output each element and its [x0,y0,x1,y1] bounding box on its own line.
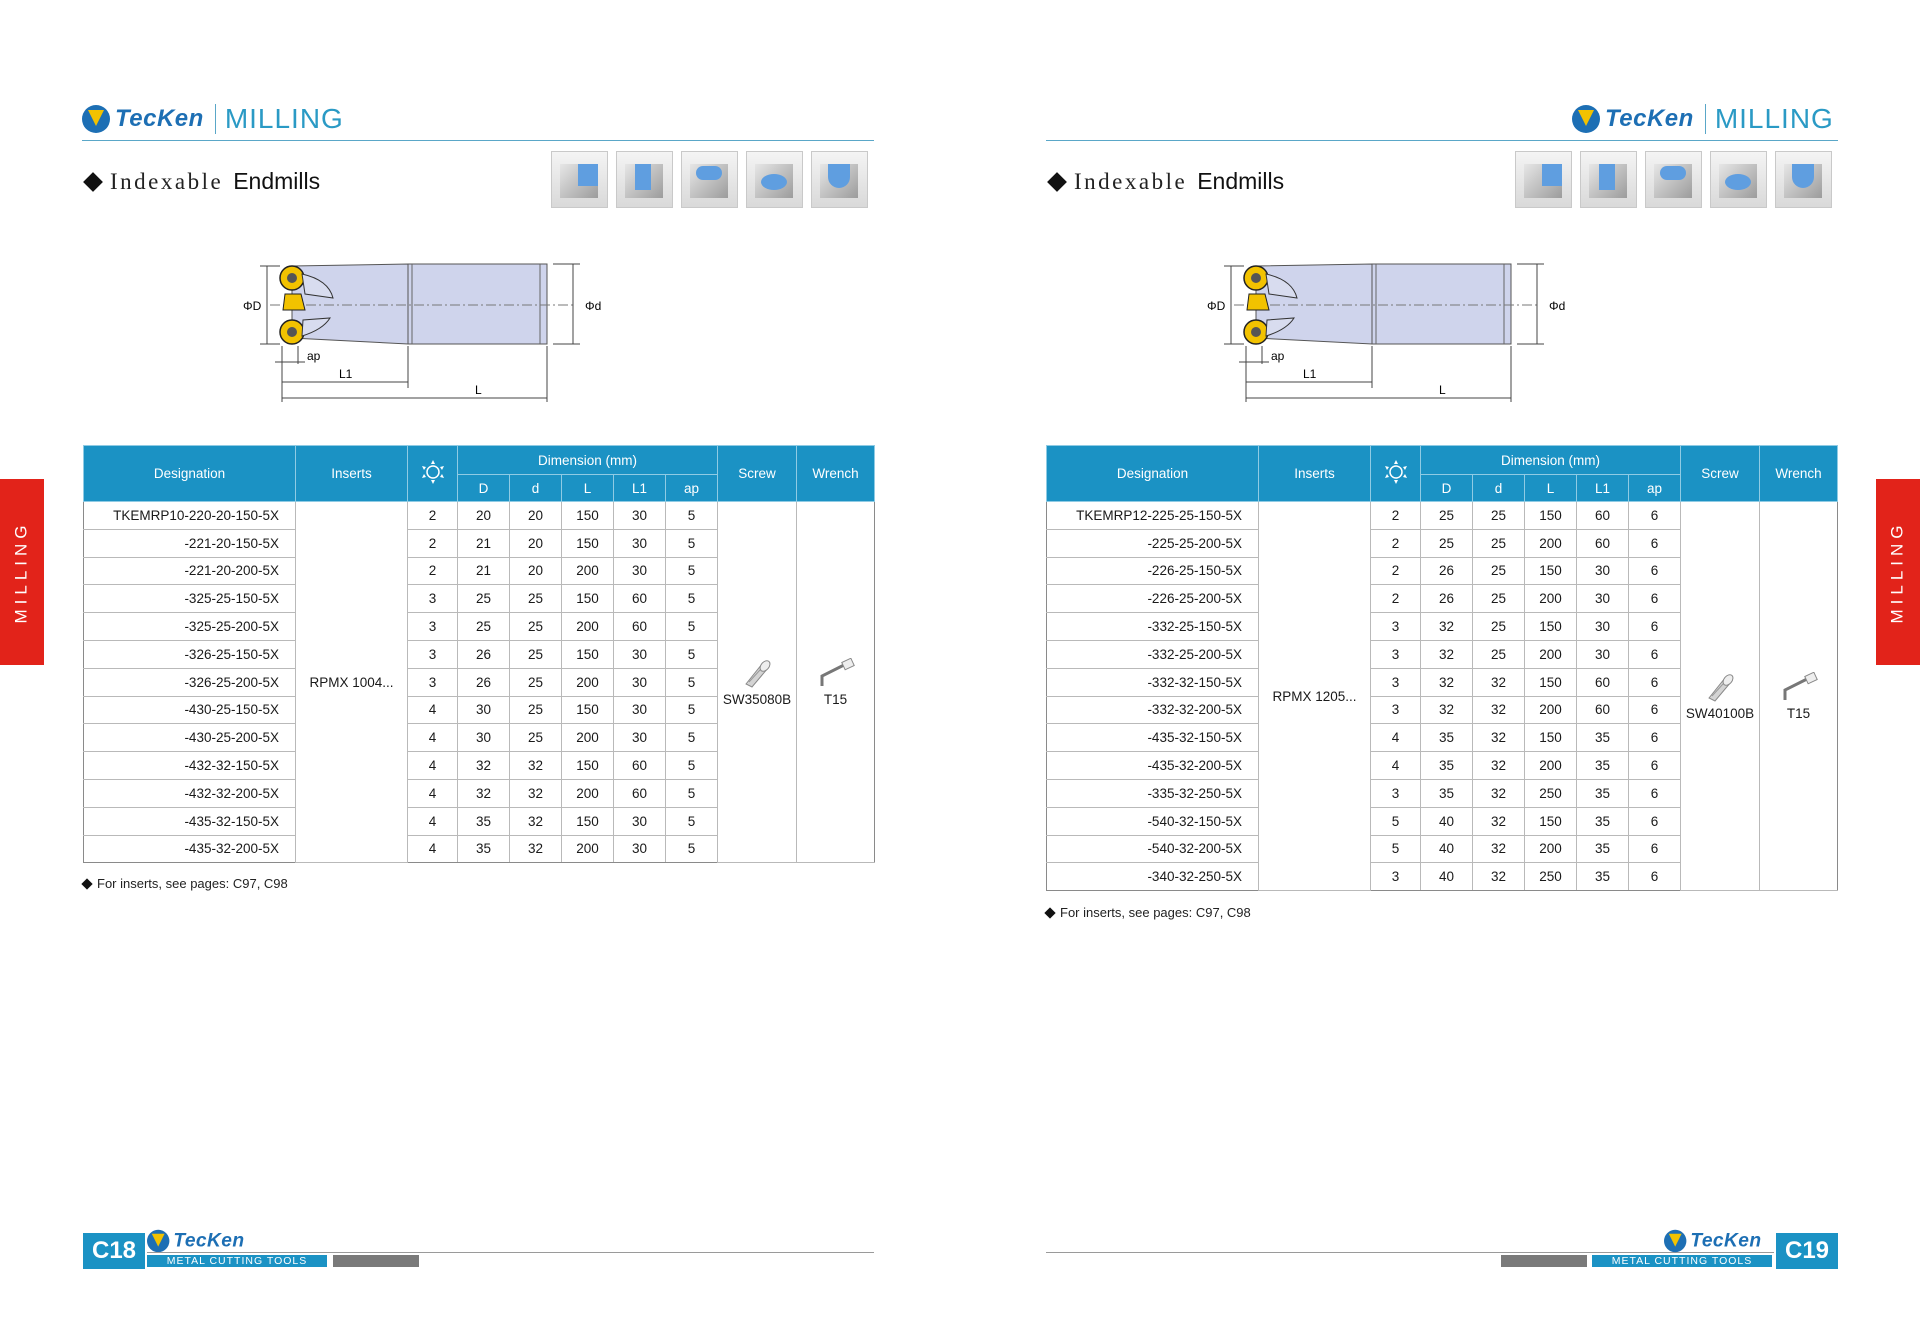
teeth-cell: 4 [408,752,458,780]
catalog-page-right [960,0,1920,1336]
header-screw: Screw [718,446,797,502]
dim-L-cell: 200 [562,779,614,807]
designation-cell: -332-25-200-5X [1047,640,1259,668]
teeth-cell: 3 [1371,668,1421,696]
designation-cell: -332-32-200-5X [1047,696,1259,724]
dim-d-cell: 32 [510,752,562,780]
designation-cell: -325-25-200-5X [84,613,296,641]
dim-ap-cell: 6 [1629,585,1681,613]
dim-L-cell: 150 [1525,613,1577,641]
dim-L-cell: 200 [1525,640,1577,668]
dim-d-cell: 25 [1473,585,1525,613]
dim-label-ap: ap [1271,349,1285,363]
header-teeth [1371,446,1421,502]
brand-logo-icon [147,1230,169,1252]
brand-logo [82,98,344,140]
dim-d-cell: 25 [1473,613,1525,641]
wrench-cell [1760,502,1838,891]
header-rule [1046,140,1838,141]
dim-L-cell: 150 [562,529,614,557]
designation-cell: -221-20-150-5X [84,529,296,557]
brand-name: TecKen [1605,105,1694,132]
dim-D-cell: 32 [1421,696,1473,724]
designation-cell: -540-32-200-5X [1047,835,1259,863]
designation-cell: -326-25-150-5X [84,640,296,668]
dim-ap-cell: 5 [666,668,718,696]
dim-ap-cell: 5 [666,585,718,613]
dim-L-cell: 150 [1525,502,1577,530]
dim-D-cell: 32 [1421,613,1473,641]
designation-cell: -326-25-200-5X [84,668,296,696]
teeth-cell: 3 [408,640,458,668]
designation-cell: -435-32-200-5X [1047,752,1259,780]
brand-name: TecKen [115,105,204,132]
dim-ap-cell: 6 [1629,668,1681,696]
dim-label-L: L [475,383,482,397]
wrench-code: T15 [1786,705,1811,721]
dim-D-cell: 20 [458,502,510,530]
dim-label-D: ΦD [1207,299,1226,313]
teeth-cell: 4 [408,835,458,863]
dim-d-cell: 32 [510,835,562,863]
dim-L1-cell: 30 [614,502,666,530]
dim-L1-cell: 60 [614,613,666,641]
dim-d-cell: 32 [510,779,562,807]
dim-L1-cell: 30 [1577,585,1629,613]
dim-d-cell: 25 [1473,640,1525,668]
dim-d-cell: 25 [510,640,562,668]
dim-d-cell: 32 [1473,779,1525,807]
side-tab-milling: MILLING [0,479,44,665]
dim-d-cell: 32 [1473,835,1525,863]
section-name: MILLING [1714,103,1834,134]
dim-D-cell: 25 [1421,529,1473,557]
dim-D-cell: 26 [1421,585,1473,613]
dim-D-cell: 25 [1421,502,1473,530]
dim-L1-cell: 30 [1577,557,1629,585]
dim-ap-cell: 5 [666,696,718,724]
teeth-count-icon [420,459,446,485]
teeth-cell: 2 [408,557,458,585]
dim-d-cell: 32 [510,807,562,835]
page-number: C19 [1776,1233,1838,1269]
header-L: L [562,475,614,502]
dim-label-ap: ap [307,349,321,363]
dim-L-cell: 200 [1525,585,1577,613]
teeth-cell: 5 [1371,807,1421,835]
screw-icon [1703,672,1737,702]
dim-L-cell: 150 [562,640,614,668]
dim-L1-cell: 30 [614,724,666,752]
dim-ap-cell: 5 [666,724,718,752]
dim-ap-cell: 6 [1629,863,1681,891]
brand-logo [1572,98,1834,140]
dim-D-cell: 26 [458,668,510,696]
designation-cell: TKEMRP12-225-25-150-5X [1047,502,1259,530]
designation-cell: -335-32-250-5X [1047,779,1259,807]
dim-d-cell: 32 [1473,807,1525,835]
teeth-cell: 4 [408,724,458,752]
dim-ap-cell: 5 [666,752,718,780]
dim-L1-cell: 60 [1577,696,1629,724]
slot-milling-icon [616,151,673,208]
footer-band: METAL CUTTING TOOLS [147,1255,327,1267]
page-number: C18 [83,1233,145,1269]
dim-L1-cell: 30 [614,807,666,835]
teeth-cell: 4 [1371,724,1421,752]
dim-D-cell: 26 [1421,557,1473,585]
dim-L1-cell: 60 [1577,529,1629,557]
dim-ap-cell: 6 [1629,835,1681,863]
dim-ap-cell: 6 [1629,724,1681,752]
header-L1: L1 [1577,475,1629,502]
teeth-cell: 3 [1371,779,1421,807]
dim-d-cell: 20 [510,557,562,585]
teeth-cell: 3 [1371,696,1421,724]
designation-cell: -340-32-250-5X [1047,863,1259,891]
dim-D-cell: 25 [458,613,510,641]
screw-code: SW40100B [1685,705,1755,721]
dim-ap-cell: 5 [666,529,718,557]
designation-cell: -540-32-150-5X [1047,807,1259,835]
designation-cell: -332-32-150-5X [1047,668,1259,696]
teeth-cell: 2 [1371,502,1421,530]
dim-ap-cell: 6 [1629,529,1681,557]
page-header [1572,98,1834,140]
dim-D-cell: 35 [1421,752,1473,780]
dim-d-cell: 25 [510,585,562,613]
dim-L-cell: 150 [1525,724,1577,752]
dim-L1-cell: 35 [1577,807,1629,835]
designation-cell: -432-32-150-5X [84,752,296,780]
dim-D-cell: 40 [1421,835,1473,863]
dim-label-L1: L1 [339,367,353,381]
screw-icon [740,658,774,688]
designation-cell: -430-25-200-5X [84,724,296,752]
brand-logo-icon [82,105,110,133]
profile-milling-icon [1775,151,1832,208]
designation-cell: -226-25-200-5X [1047,585,1259,613]
dim-d-cell: 20 [510,502,562,530]
dim-ap-cell: 5 [666,640,718,668]
dim-d-cell: 25 [1473,529,1525,557]
inserts-cell: RPMX 1004... [296,502,408,863]
header-dimension: Dimension (mm) [1421,446,1681,475]
header-inserts: Inserts [1259,446,1371,502]
dim-d-cell: 32 [1473,696,1525,724]
dim-L1-cell: 30 [614,696,666,724]
header-wrench: Wrench [797,446,875,502]
table-row [84,502,875,530]
dim-L-cell: 250 [1525,779,1577,807]
teeth-cell: 4 [408,779,458,807]
header-rule [82,140,874,141]
header-D: D [1421,475,1473,502]
dim-L-cell: 150 [1525,668,1577,696]
dim-label-D: ΦD [243,299,262,313]
dim-L-cell: 150 [562,696,614,724]
header-D: D [458,475,510,502]
dim-L-cell: 150 [562,807,614,835]
dim-d-cell: 25 [510,668,562,696]
operation-icons [1515,151,1832,208]
dim-L-cell: 200 [562,557,614,585]
teeth-cell: 4 [1371,752,1421,780]
dim-label-L1: L1 [1303,367,1317,381]
dim-D-cell: 32 [458,752,510,780]
dim-L-cell: 200 [1525,696,1577,724]
dim-ap-cell: 6 [1629,696,1681,724]
designation-cell: -435-32-150-5X [1047,724,1259,752]
dim-d-cell: 20 [510,529,562,557]
teeth-cell: 3 [1371,640,1421,668]
dim-L1-cell: 30 [614,557,666,585]
dim-L1-cell: 35 [1577,752,1629,780]
dim-d-cell: 25 [1473,502,1525,530]
teeth-cell: 3 [408,613,458,641]
dim-L1-cell: 30 [614,835,666,863]
dim-L1-cell: 60 [1577,502,1629,530]
header-ap: ap [1629,475,1681,502]
product-title: Indexable Endmills [1050,168,1284,195]
dim-ap-cell: 6 [1629,640,1681,668]
helical-milling-icon [746,151,803,208]
designation-cell: -435-32-200-5X [84,835,296,863]
header-designation: Designation [84,446,296,502]
dim-L1-cell: 60 [614,779,666,807]
dim-L-cell: 150 [562,585,614,613]
dim-L-cell: 200 [1525,752,1577,780]
dim-ap-cell: 6 [1629,557,1681,585]
teeth-cell: 2 [408,529,458,557]
brand-logo-icon [1664,1230,1686,1252]
endmill-drawing [1199,254,1669,414]
page-header [82,98,344,140]
wrench-icon [816,658,856,688]
teeth-cell: 2 [1371,557,1421,585]
dim-ap-cell: 6 [1629,502,1681,530]
teeth-cell: 3 [408,668,458,696]
diamond-bullet-icon [1047,172,1067,192]
teeth-cell: 2 [1371,585,1421,613]
designation-cell: -225-25-200-5X [1047,529,1259,557]
dim-ap-cell: 5 [666,502,718,530]
inserts-note: For inserts, see pages: C97, C98 [83,876,288,891]
dim-label-d: Φd [585,299,602,313]
dim-L1-cell: 60 [614,585,666,613]
dim-label-d: Φd [1549,299,1566,313]
dim-label-L: L [1439,383,1446,397]
dim-D-cell: 32 [1421,668,1473,696]
table-row [1047,502,1838,530]
diamond-bullet-icon [1044,907,1055,918]
dim-ap-cell: 5 [666,613,718,641]
dim-D-cell: 40 [1421,807,1473,835]
dim-L-cell: 200 [562,668,614,696]
dim-d-cell: 32 [1473,724,1525,752]
header-d: d [510,475,562,502]
product-title: Indexable Endmills [86,168,320,195]
dim-D-cell: 25 [458,585,510,613]
designation-cell: -435-32-150-5X [84,807,296,835]
dim-L-cell: 150 [562,502,614,530]
footer-logo: TecKen [1664,1224,1761,1258]
dim-ap-cell: 6 [1629,779,1681,807]
dim-L-cell: 200 [562,613,614,641]
specification-table [83,445,875,863]
dim-L-cell: 200 [562,835,614,863]
designation-cell: -332-25-150-5X [1047,613,1259,641]
header-screw: Screw [1681,446,1760,502]
inserts-note: For inserts, see pages: C97, C98 [1046,905,1251,920]
designation-cell: -221-20-200-5X [84,557,296,585]
header-designation: Designation [1047,446,1259,502]
diamond-bullet-icon [81,878,92,889]
dim-d-cell: 25 [510,613,562,641]
dim-L-cell: 200 [1525,835,1577,863]
dim-D-cell: 30 [458,696,510,724]
dim-D-cell: 40 [1421,863,1473,891]
dim-L-cell: 200 [562,724,614,752]
dim-d-cell: 32 [1473,668,1525,696]
screw-cell [1681,502,1760,891]
dim-ap-cell: 5 [666,557,718,585]
teeth-cell: 3 [408,585,458,613]
dim-L1-cell: 35 [1577,863,1629,891]
dim-L1-cell: 30 [614,640,666,668]
dim-L1-cell: 30 [614,529,666,557]
dim-ap-cell: 5 [666,779,718,807]
teeth-cell: 2 [408,502,458,530]
wrench-cell [797,502,875,863]
dim-d-cell: 25 [1473,557,1525,585]
dim-D-cell: 30 [458,724,510,752]
dim-ap-cell: 6 [1629,752,1681,780]
dim-L-cell: 150 [1525,807,1577,835]
dim-d-cell: 25 [510,696,562,724]
shoulder-milling-icon [1515,151,1572,208]
dim-d-cell: 32 [1473,863,1525,891]
dim-L1-cell: 60 [1577,668,1629,696]
dim-D-cell: 35 [1421,724,1473,752]
teeth-count-icon [1383,459,1409,485]
screw-cell [718,502,797,863]
header-L: L [1525,475,1577,502]
pocket-milling-icon [1645,151,1702,208]
designation-cell: -430-25-150-5X [84,696,296,724]
wrench-code: T15 [823,691,848,707]
teeth-cell: 3 [1371,613,1421,641]
teeth-cell: 4 [408,696,458,724]
dim-d-cell: 25 [510,724,562,752]
dim-L1-cell: 35 [1577,835,1629,863]
dim-L-cell: 200 [1525,529,1577,557]
teeth-cell: 2 [1371,529,1421,557]
footer-band: METAL CUTTING TOOLS [1592,1255,1772,1267]
dim-ap-cell: 6 [1629,807,1681,835]
header-d: d [1473,475,1525,502]
dim-D-cell: 32 [1421,640,1473,668]
dim-D-cell: 21 [458,557,510,585]
dim-ap-cell: 6 [1629,613,1681,641]
dim-L1-cell: 60 [614,752,666,780]
operation-icons [551,151,868,208]
header-L1: L1 [614,475,666,502]
designation-cell: -226-25-150-5X [1047,557,1259,585]
dim-D-cell: 35 [458,807,510,835]
helical-milling-icon [1710,151,1767,208]
dim-d-cell: 32 [1473,752,1525,780]
slot-milling-icon [1580,151,1637,208]
dim-L-cell: 150 [1525,557,1577,585]
header-wrench: Wrench [1760,446,1838,502]
screw-code: SW35080B [722,691,792,707]
teeth-cell: 5 [1371,835,1421,863]
endmill-drawing [235,254,705,414]
pocket-milling-icon [681,151,738,208]
dim-D-cell: 35 [1421,779,1473,807]
profile-milling-icon [811,151,868,208]
dim-ap-cell: 5 [666,835,718,863]
footer-logo: TecKen [147,1224,244,1258]
header-inserts: Inserts [296,446,408,502]
diamond-bullet-icon [83,172,103,192]
dim-D-cell: 32 [458,779,510,807]
specification-table [1046,445,1838,891]
dim-L1-cell: 35 [1577,779,1629,807]
dim-L1-cell: 35 [1577,724,1629,752]
teeth-cell: 4 [408,807,458,835]
dim-D-cell: 21 [458,529,510,557]
header-ap: ap [666,475,718,502]
side-tab-milling: MILLING [1876,479,1920,665]
dim-ap-cell: 5 [666,807,718,835]
dim-L1-cell: 30 [1577,640,1629,668]
dim-L1-cell: 30 [1577,613,1629,641]
header-dimension: Dimension (mm) [458,446,718,475]
inserts-cell: RPMX 1205... [1259,502,1371,891]
header-teeth [408,446,458,502]
dim-D-cell: 35 [458,835,510,863]
shoulder-milling-icon [551,151,608,208]
dim-L-cell: 150 [562,752,614,780]
designation-cell: -325-25-150-5X [84,585,296,613]
dim-D-cell: 26 [458,640,510,668]
wrench-icon [1779,672,1819,702]
brand-logo-icon [1572,105,1600,133]
section-name: MILLING [224,103,344,134]
designation-cell: TKEMRP10-220-20-150-5X [84,502,296,530]
teeth-cell: 3 [1371,863,1421,891]
dim-L-cell: 250 [1525,863,1577,891]
designation-cell: -432-32-200-5X [84,779,296,807]
dim-L1-cell: 30 [614,668,666,696]
